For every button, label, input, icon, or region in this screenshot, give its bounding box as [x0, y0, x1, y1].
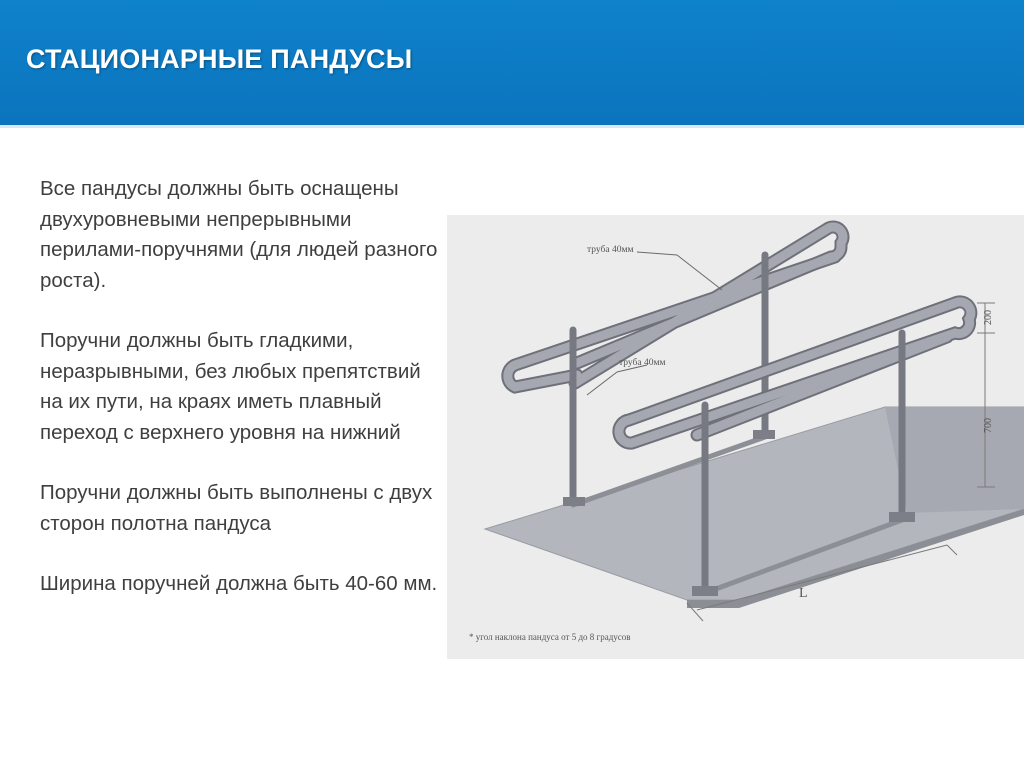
label-pipe-top: труба 40мм [587, 245, 634, 255]
ramp-drawing [447, 215, 1024, 659]
ramp-diagram [447, 215, 1024, 659]
slide-title: СТАЦИОНАРНЫЕ ПАНДУСЫ [26, 44, 413, 74]
dim-label-700: 700 [983, 418, 994, 433]
dim-label-length: L [799, 586, 808, 601]
ramp-slab-right [885, 407, 1024, 513]
label-pipe-bottom: труба 40мм [619, 358, 666, 368]
paragraph-railings-both-sides: Поручни должны быть выполнены с двух сторон полотна пандуса [40, 481, 433, 535]
paragraph-railings-two-level: Все пандусы должны быть оснащены двухуровневыми непрерывными перилами-поручнями (для людей разного роста). [40, 177, 438, 292]
slide-header [0, 0, 1024, 128]
paragraph-railings-width: Ширина поручней должна быть 40-60 мм. [40, 572, 438, 595]
figure-footnote: * угол наклона пандуса от 5 до 8 градусов [469, 632, 631, 642]
dim-label-200: 200 [983, 310, 994, 325]
slide-body [40, 174, 440, 630]
paragraph-railings-smooth: Поручни должны быть гладкими, неразрывными, без любых препятствий на их пути, на краях иметь плавный переход с верхнего уровня на нижний [40, 329, 421, 444]
